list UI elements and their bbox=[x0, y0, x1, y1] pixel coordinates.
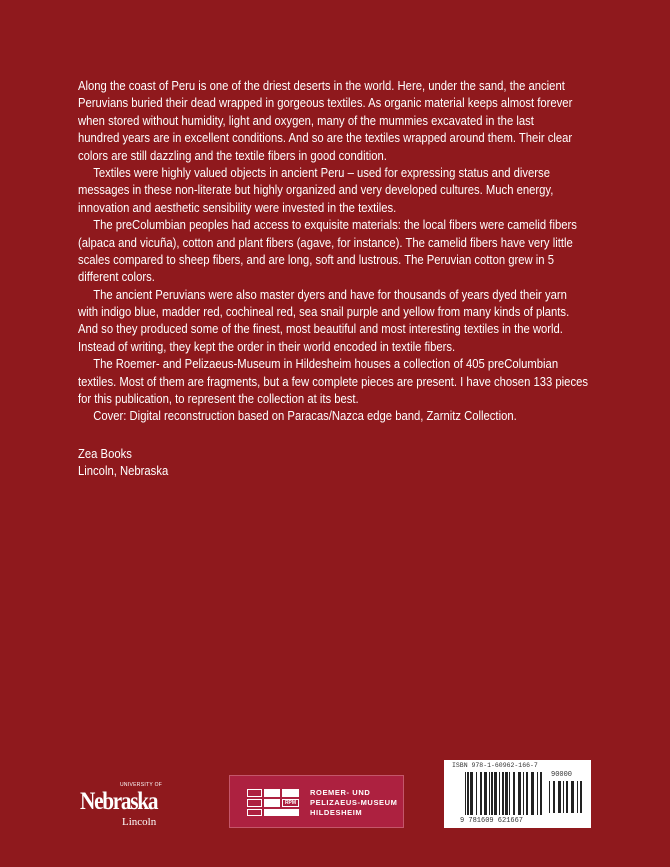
paragraph-line: And so they produced some of the finest, most beautiful and most interesting textiles in the world. bbox=[78, 322, 563, 337]
paragraph-line: colors are still dazzling and the textile fibers in good condition. bbox=[78, 148, 387, 163]
isbn-number: ISBN 978-1-60962-166-7 bbox=[452, 762, 538, 769]
barcode-bars bbox=[465, 772, 543, 815]
barcode-bar bbox=[476, 772, 477, 815]
barcode-bar bbox=[499, 772, 500, 815]
paragraph-line: textiles. Most of them are fragments, but a few complete pieces are present. I have chosen 133 pieces bbox=[78, 374, 588, 389]
barcode-bar bbox=[571, 781, 574, 813]
isbn-barcode bbox=[444, 760, 591, 828]
logo-lincoln: Lincoln bbox=[122, 816, 157, 828]
barcode-bar bbox=[494, 772, 497, 815]
museum-name-line1: ROEMER- UND bbox=[310, 788, 371, 797]
museum-building-icon bbox=[247, 789, 299, 816]
barcode-bar bbox=[553, 781, 555, 813]
back-cover-text bbox=[78, 78, 670, 426]
logo-university-of: UNIVERSITY OF bbox=[120, 782, 163, 788]
paragraph-line: when stored without humidity, light and oxygen, many of the mummies excavated in the last bbox=[78, 113, 534, 128]
museum-abbr: RPM bbox=[282, 799, 299, 807]
museum-name-line3: HILDESHEIM bbox=[310, 808, 363, 817]
barcode-bar bbox=[484, 772, 487, 815]
barcode-bar bbox=[502, 772, 504, 815]
price-addon: 90000 bbox=[551, 771, 573, 779]
paragraph-line: The ancient Peruvians were also master dyers and have for thousands of years dyed their yarn bbox=[93, 287, 567, 302]
barcode-bar bbox=[491, 772, 493, 815]
roemer-pelizaeus-museum-logo bbox=[229, 775, 404, 828]
paragraph-line: hundred years are in excellent conditions. And so are the textiles wrapped around them. Their clear bbox=[78, 131, 573, 146]
paragraph-line: Cover: Digital reconstruction based on Paracas/Nazca edge band, Zarnitz Collection. bbox=[93, 409, 517, 424]
barcode-bar bbox=[465, 772, 466, 815]
barcode-bar bbox=[563, 781, 564, 813]
barcode-bar bbox=[509, 772, 510, 815]
paragraph-line: Textiles were highly valued objects in ancient Peru – used for expressing status and diverse bbox=[93, 165, 550, 180]
paragraph-line: for this publication, to represent the collection at its best. bbox=[78, 392, 359, 407]
barcode-bar bbox=[489, 772, 490, 815]
paragraph-line: The preColumbian peoples had access to exquisite materials: the local fibers were camelid fibers bbox=[93, 218, 577, 233]
publisher-block bbox=[78, 446, 179, 481]
barcode-bar bbox=[537, 772, 538, 815]
barcode-bar bbox=[531, 772, 534, 815]
barcode-digits: 9 781609 621667 bbox=[460, 817, 524, 825]
barcode-bar bbox=[523, 772, 524, 815]
barcode-bar bbox=[526, 772, 528, 815]
publisher-place: Lincoln, Nebraska bbox=[78, 464, 169, 479]
barcode-bar bbox=[480, 772, 482, 815]
paragraph-line: scales compared to sheep fibers, and are long, soft and lustrous. The Peruvian cotton grew in 5 bbox=[78, 252, 554, 267]
paragraph-line: Instead of writing, they kept the order in their world encoded in textile fibers. bbox=[78, 339, 456, 354]
barcode-bar bbox=[549, 781, 550, 813]
barcode-bar bbox=[577, 781, 578, 813]
paragraph-line: Along the coast of Peru is one of the driest deserts in the world. Here, under the sand, the ancient bbox=[78, 79, 565, 93]
barcode-bar bbox=[505, 772, 508, 815]
paragraph-line: innovation and aesthetic sensibility were invested in the textiles. bbox=[78, 200, 397, 215]
paragraph-line: The Roemer- and Pelizaeus-Museum in Hildesheim houses a collection of 405 preColumbian bbox=[93, 357, 559, 372]
paragraph-line: Peruvians buried their dead wrapped in gorgeous textiles. As organic material keeps almost forever bbox=[78, 96, 573, 111]
barcode-bar bbox=[513, 772, 515, 815]
addon-bars bbox=[549, 781, 583, 813]
logo-nebraska: Nebraska bbox=[80, 788, 158, 815]
university-of-nebraska-logo bbox=[80, 782, 170, 832]
barcode-bar bbox=[580, 781, 582, 813]
barcode-bar bbox=[470, 772, 473, 815]
publisher-name: Zea Books bbox=[78, 447, 132, 461]
barcode-bar bbox=[558, 781, 561, 813]
barcode-bar bbox=[467, 772, 469, 815]
barcode-bar bbox=[566, 781, 568, 813]
barcode-bar bbox=[540, 772, 542, 815]
paragraph-line: different colors. bbox=[78, 270, 155, 285]
paragraph-line: messages in these non-literate but highly organized and very developed cultures. Much energy, bbox=[78, 183, 554, 198]
museum-name-line2: PELIZAEUS-MUSEUM bbox=[310, 798, 398, 807]
paragraph-line: with indigo blue, madder red, cochineal red, sea snail purple and yellow from many kinds of plants. bbox=[78, 305, 570, 320]
barcode-bar bbox=[518, 772, 521, 815]
paragraph-line: (alpaca and vicuña), cotton and plant fibers (agave, for instance). The camelid fibers have very little bbox=[78, 235, 573, 250]
